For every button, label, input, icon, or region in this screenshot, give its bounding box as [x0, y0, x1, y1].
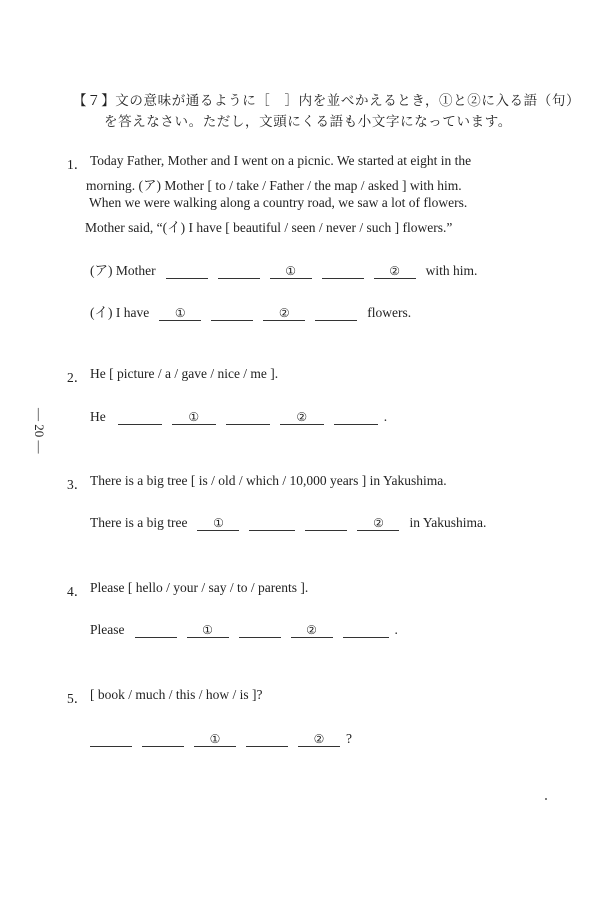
- q1-a-answer-row: [90, 259, 477, 279]
- q2-number: 2．: [67, 370, 88, 385]
- q1-b-suffix: flowers.: [367, 305, 412, 320]
- q4-text: Please [ hello / your / say / to / parents ].: [90, 580, 309, 595]
- q3-answer-row: [90, 515, 486, 531]
- answer-blank[interactable]: [211, 306, 253, 321]
- answer-blank[interactable]: [315, 306, 357, 321]
- answer-blank[interactable]: [226, 410, 270, 425]
- answer-blank-2[interactable]: ②: [291, 623, 333, 638]
- q1-line-1: Today Father, Mother and I went on a picnic. We started at eight in the: [90, 153, 472, 168]
- answer-blank-2[interactable]: ②: [374, 264, 416, 279]
- q4-answer-row: [90, 622, 398, 638]
- answer-blank-1[interactable]: ①: [187, 623, 229, 638]
- q2-text: He [ picture / a / gave / nice / me ].: [90, 366, 279, 381]
- q2-prefix: He: [90, 409, 106, 424]
- q5-suffix: ?: [346, 731, 352, 746]
- q1-line-4: Mother said, “(イ) I have [ beautiful / seen / never / such ] flowers.”: [85, 220, 453, 235]
- scan-speck: [545, 798, 547, 800]
- q5-answer-row: [90, 731, 352, 747]
- answer-blank[interactable]: [135, 623, 177, 638]
- instruction-line-2: を答えなさい。ただし，文頭にくる語も小文字になっています。: [104, 114, 512, 129]
- q5-text: [ book / much / this / how / is ]?: [90, 687, 263, 702]
- instruction-line-1: 【７】文の意味が通るように［ ］内を並べかえるとき，①と②に入る語（句）: [73, 93, 581, 108]
- q3-suffix: in Yakushima.: [409, 515, 487, 530]
- q1-line-2: morning. (ア) Mother [ to / take / Father / the map / asked ] with him.: [86, 178, 462, 193]
- answer-blank[interactable]: [322, 264, 364, 279]
- answer-blank-2[interactable]: ②: [298, 732, 340, 747]
- q2-answer-row: [90, 409, 387, 425]
- q1-a-prefix: (ア) Mother: [90, 263, 156, 278]
- answer-blank[interactable]: [246, 732, 288, 747]
- answer-blank-1[interactable]: ①: [159, 306, 201, 321]
- answer-blank-1[interactable]: ①: [270, 264, 312, 279]
- q5-number: 5．: [67, 691, 88, 706]
- answer-blank[interactable]: [334, 410, 378, 425]
- q4-number: 4．: [67, 584, 88, 599]
- answer-blank[interactable]: [305, 516, 347, 531]
- answer-blank[interactable]: [343, 623, 389, 638]
- q1-line-3: When we were walking along a country road, we saw a lot of flowers.: [89, 195, 468, 210]
- q1-b-answer-row: [90, 301, 411, 321]
- answer-blank-2[interactable]: ②: [280, 410, 324, 425]
- q3-prefix: There is a big tree: [90, 515, 188, 530]
- answer-blank[interactable]: [218, 264, 260, 279]
- answer-blank[interactable]: [118, 410, 162, 425]
- answer-blank[interactable]: [142, 732, 184, 747]
- answer-blank-2[interactable]: ②: [357, 516, 399, 531]
- q4-prefix: Please: [90, 622, 125, 637]
- answer-blank-1[interactable]: ①: [172, 410, 216, 425]
- q1-number: 1．: [67, 157, 88, 172]
- answer-blank-1[interactable]: ①: [194, 732, 236, 747]
- answer-blank-1[interactable]: ①: [197, 516, 239, 531]
- answer-blank[interactable]: [239, 623, 281, 638]
- q3-number: 3．: [67, 477, 88, 492]
- answer-blank[interactable]: [249, 516, 295, 531]
- q3-text: There is a big tree [ is / old / which / 10,000 years ] in Yakushima.: [90, 473, 447, 488]
- page-number: ― 20 ―: [32, 408, 47, 454]
- answer-blank[interactable]: [90, 732, 132, 747]
- q2-suffix: .: [383, 409, 388, 424]
- q1-b-prefix: (イ) I have: [90, 305, 150, 320]
- answer-blank[interactable]: [166, 264, 208, 279]
- q1-a-suffix: with him.: [425, 263, 478, 278]
- q4-suffix: .: [394, 622, 398, 637]
- answer-blank-2[interactable]: ②: [263, 306, 305, 321]
